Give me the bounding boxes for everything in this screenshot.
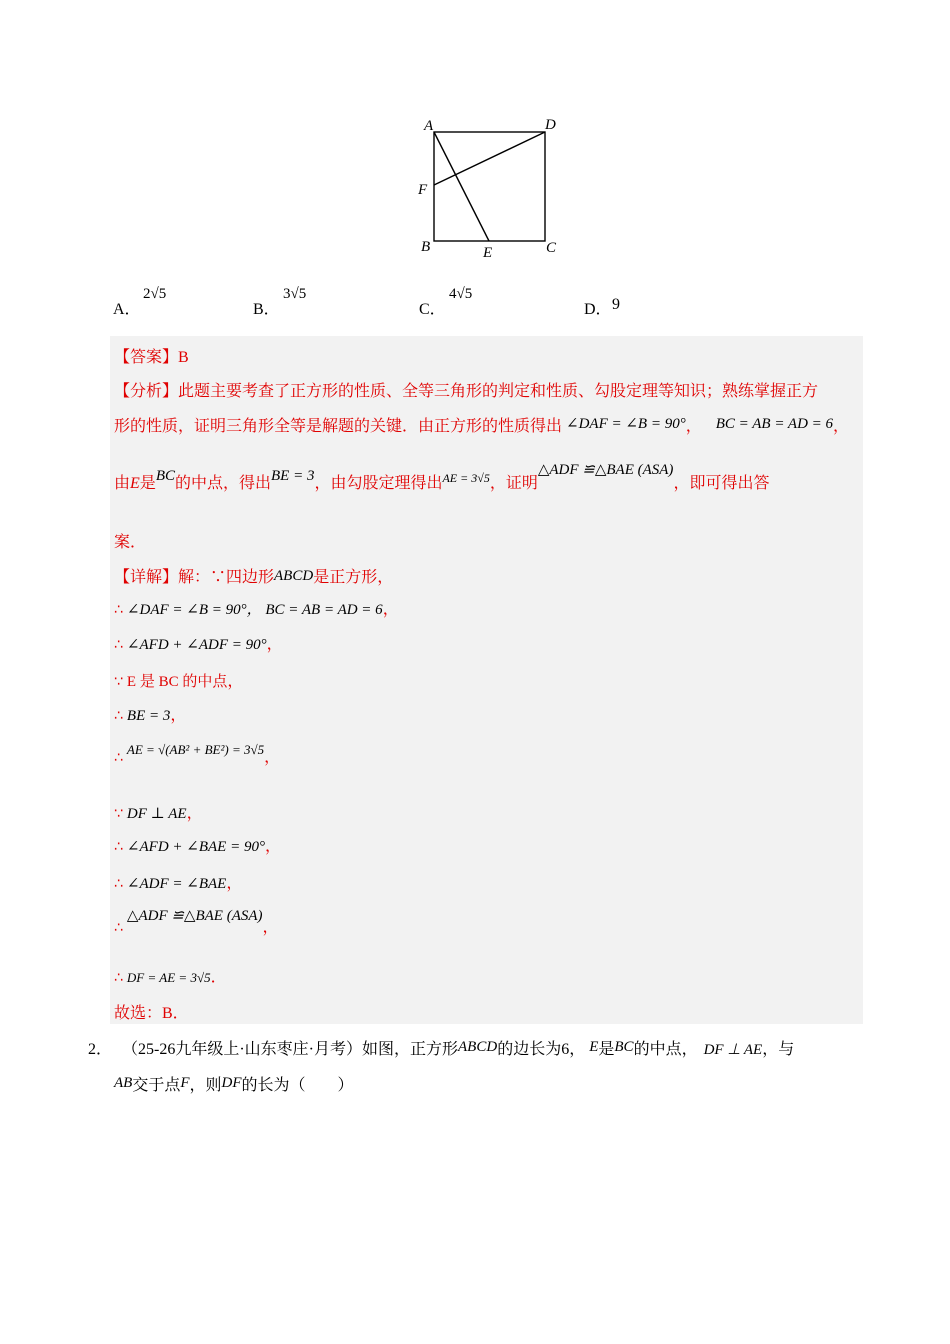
step-tail: ， (264, 838, 281, 855)
option-b-value: 3√5 (283, 286, 307, 302)
step-symbol: ∴ (114, 970, 123, 986)
step-1 (114, 596, 399, 619)
step-symbol: ∴ (114, 637, 123, 653)
step-math: ∠ADF = ∠BAE (126, 876, 227, 892)
analysis-text-3c: 的中点，得出 (174, 475, 271, 492)
step-tail: ． (210, 969, 227, 986)
analysis-e: E (130, 475, 140, 492)
step-tail: ， (266, 636, 283, 653)
question-number: 2． (88, 1041, 113, 1058)
step-symbol: ∴ (114, 602, 123, 618)
analysis-line-3 (114, 462, 770, 493)
detail-abcd: ABCD (274, 568, 314, 584)
step-math: AE = √(AB² + BE²) = 3√5 (126, 742, 265, 757)
q2-text-3: 的中点， (633, 1041, 698, 1058)
step-tail: ， (382, 601, 399, 618)
label-b: B (421, 239, 431, 255)
detail-title-text: 【详解】解：∵四边形 (114, 569, 275, 586)
option-c-label: C． (419, 301, 446, 318)
analysis-line-1: 【分析】此题主要考查了正方形的性质、全等三角形的判定和性质、勾股定理等知识；熟练掌握正方 (114, 383, 819, 400)
q2-df: DF (221, 1075, 242, 1091)
analysis-text-2: 形的性质，证明三角形全等是解题的关键．由正方形的性质得出 (114, 418, 563, 435)
option-d-label: D． (584, 301, 612, 318)
step-math: BE = 3 (126, 708, 171, 724)
solution-panel (110, 336, 863, 1024)
analysis-text-3f: ，即可得出答 (673, 475, 770, 492)
q2-abcd: ABCD (458, 1039, 498, 1055)
q2-text-1: 的边长为6， (497, 1041, 586, 1058)
q2-text-4: ，与 (762, 1041, 795, 1058)
step-math: ∠DAF = ∠B = 90°， BC = AB = AD = 6 (126, 602, 383, 618)
analysis-text-3a: 由 (114, 475, 131, 492)
step-symbol: ∴ (114, 839, 123, 855)
step-8 (114, 870, 242, 893)
step-math: DF = AE = 3√5 (126, 970, 211, 985)
analysis-bc: BC (155, 468, 175, 484)
step-7 (114, 833, 281, 856)
q2-text-6: ，则 (189, 1077, 222, 1094)
analysis-text-3d: ，由勾股定理得出 (314, 475, 443, 492)
step-9 (114, 908, 279, 937)
option-c-value: 4√5 (449, 286, 473, 302)
step-math: ∠AFD + ∠BAE = 90° (126, 839, 265, 855)
q2-text-2: 是 (598, 1041, 615, 1058)
step-2 (114, 631, 283, 654)
question-2-line-2 (114, 1072, 354, 1095)
answer-line: 【答案】B (114, 349, 189, 366)
label-c: C (546, 240, 557, 256)
step-tail: ， (262, 919, 279, 936)
label-e: E (483, 245, 493, 261)
step-6 (114, 800, 203, 823)
step-symbol: ∵ (114, 806, 123, 822)
option-a-value: 2√5 (143, 286, 167, 302)
option-a-label: A． (113, 301, 141, 318)
segment-ae (434, 132, 489, 241)
step-3 (114, 668, 243, 691)
analysis-line-4: 案． (114, 534, 147, 551)
q2-condition: DF ⊥ AE (703, 1042, 763, 1058)
step-5 (114, 744, 280, 767)
step-math: DF ⊥ AE (126, 806, 187, 822)
analysis-ae: AE = 3√5 (442, 471, 490, 485)
step-math: △ADF ≌△BAE (ASA) (126, 908, 263, 924)
question-source: （25-26九年级上·山东枣庄·月考）如图，正方形 (122, 1041, 459, 1058)
question-2-line-1 (88, 1036, 794, 1059)
analysis-text-3e: ，证明 (489, 475, 538, 492)
detail-title (114, 564, 393, 587)
label-a: A (424, 118, 434, 134)
analysis-text-3b: 是 (139, 475, 156, 492)
analysis-math-angles: ∠DAF = ∠B = 90° (566, 416, 686, 432)
step-symbol: ∴ (114, 876, 123, 892)
q2-text-7: 的长为（ ） (241, 1077, 354, 1094)
q2-bc: BC (614, 1039, 634, 1055)
step-symbol: ∴ (114, 708, 123, 724)
step-symbol: ∴ (114, 920, 123, 936)
analysis-congruence: △ADF ≌△BAE (ASA) (537, 462, 674, 478)
label-f: F (418, 182, 428, 198)
step-symbol: ∴ (114, 750, 123, 766)
step-tail: ， (170, 707, 187, 724)
segment-df (434, 132, 545, 185)
step-math: E 是 BC 的中点 (126, 674, 228, 690)
label-d: D (545, 117, 556, 133)
step-tail: ， (264, 749, 281, 766)
q2-text-5: 交于点 (132, 1077, 181, 1094)
step-tail: ， (186, 805, 203, 822)
square-figure (400, 108, 580, 268)
analysis-line-2: 形的性质，证明三角形全等是解题的关键．由正方形的性质得出 ∠DAF = ∠B = 90°， BC = AB = AD = 6， (114, 416, 850, 435)
step-tail: ， (226, 875, 243, 892)
detail-title-text2: 是正方形， (313, 569, 394, 586)
q2-e: E (589, 1039, 599, 1055)
step-4 (114, 702, 186, 725)
analysis-be: BE = 3 (271, 468, 315, 484)
square-abcd (434, 132, 545, 241)
q2-ab: AB (114, 1075, 133, 1091)
option-b-label: B． (253, 301, 280, 318)
step-math: ∠AFD + ∠ADF = 90° (126, 637, 267, 653)
step-symbol: ∵ (114, 674, 123, 690)
conclusion: 故选：B． (114, 1005, 189, 1022)
q2-f: F (180, 1075, 190, 1091)
step-10 (114, 964, 227, 987)
analysis-math-sides: BC = AB = AD = 6 (715, 416, 834, 432)
option-d-value: 9 (612, 296, 620, 313)
step-tail: ， (227, 673, 244, 690)
